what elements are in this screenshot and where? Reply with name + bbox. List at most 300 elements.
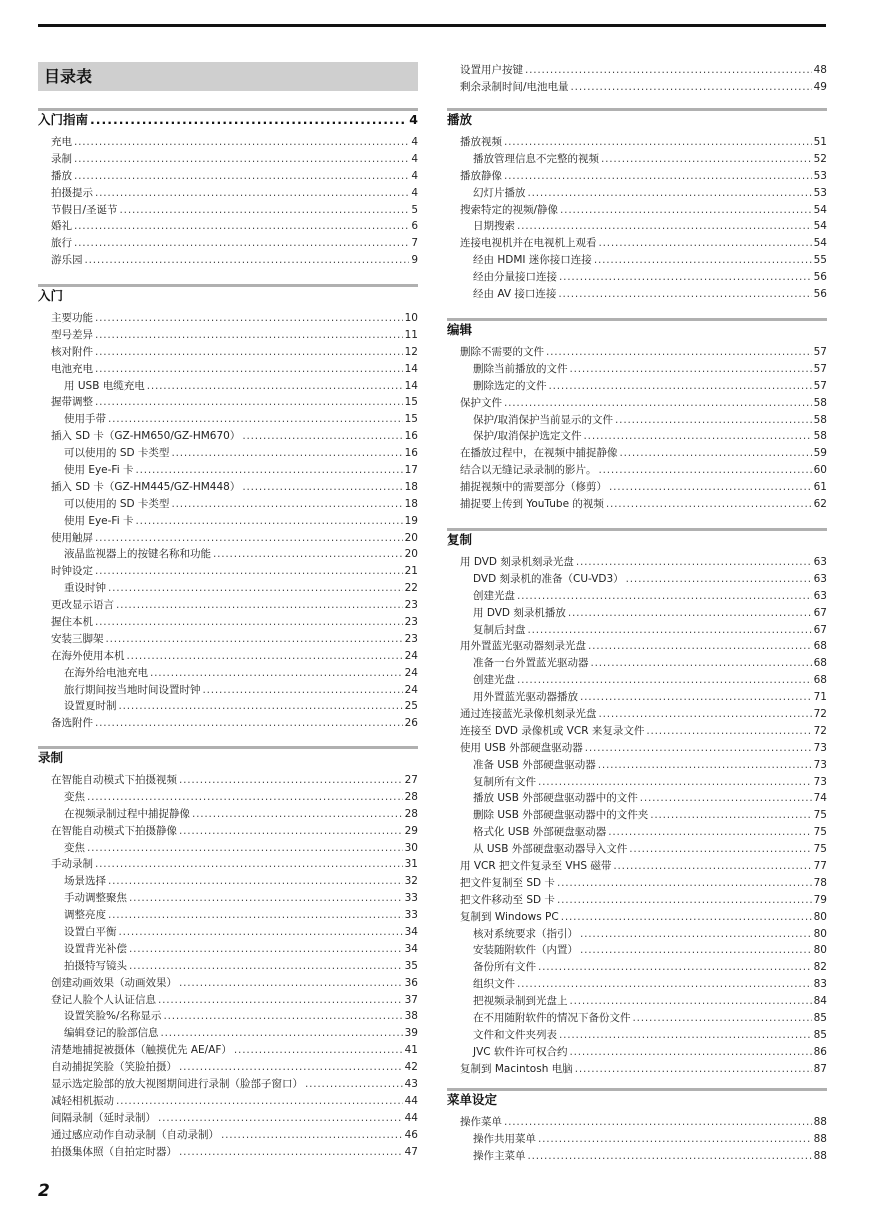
toc-entry-label: 游乐园 <box>51 254 83 267</box>
toc-entry[interactable] <box>447 218 827 235</box>
dot-leader <box>609 479 812 496</box>
dot-leader <box>559 269 812 286</box>
toc-entry[interactable] <box>447 202 827 219</box>
toc-entry-page: 11 <box>404 328 418 341</box>
toc-entry[interactable] <box>38 479 418 496</box>
toc-entry[interactable] <box>38 496 418 513</box>
toc-entry-page: 54 <box>813 220 827 233</box>
toc-entry-page: 19 <box>404 514 418 527</box>
toc-section <box>38 108 418 269</box>
toc-entry-page: 7 <box>411 237 418 250</box>
toc-entry[interactable] <box>447 689 827 706</box>
toc-entry[interactable] <box>38 806 418 823</box>
toc-entry-page: 53 <box>813 186 827 199</box>
section-heading[interactable] <box>447 108 827 129</box>
toc-entry-page: 68 <box>813 674 827 687</box>
toc-entry[interactable] <box>447 378 827 395</box>
toc-entry-page: 87 <box>813 1062 827 1075</box>
toc-entry[interactable] <box>38 1042 418 1059</box>
dot-leader <box>95 310 403 327</box>
toc-entry[interactable] <box>38 530 418 547</box>
toc-entry[interactable] <box>38 873 418 890</box>
toc-entry-label: 插入 SD 卡（GZ-HM650/GZ-HM670） <box>51 430 241 443</box>
toc-entry-label: 删除不需要的文件 <box>460 346 544 358</box>
dot-leader <box>150 665 403 682</box>
toc-entry[interactable] <box>38 597 418 614</box>
toc-entry[interactable] <box>38 840 418 857</box>
dot-leader <box>580 689 812 706</box>
toc-entry[interactable] <box>38 789 418 806</box>
toc-entry-label: 备选附件 <box>51 717 93 730</box>
toc-entry-label: 时钟设定 <box>51 565 93 578</box>
toc-entry-page: 21 <box>404 565 418 578</box>
dot-leader <box>571 79 812 96</box>
toc-entry[interactable] <box>447 1010 827 1027</box>
toc-entry-page: 58 <box>813 413 827 426</box>
toc-entry[interactable] <box>447 1061 827 1078</box>
toc-entry[interactable] <box>38 428 418 445</box>
toc-section <box>38 746 418 1160</box>
toc-entry[interactable] <box>447 1131 827 1148</box>
toc-entry[interactable] <box>447 445 827 462</box>
toc-entry-page: 15 <box>404 396 418 409</box>
toc-entry-label: 经由 HDMI 迷你接口连接 <box>473 254 592 267</box>
toc-entry[interactable] <box>447 79 827 96</box>
toc-entry-page: 72 <box>813 708 827 721</box>
toc-entry[interactable] <box>447 740 827 757</box>
toc-entry-page: 15 <box>404 413 418 426</box>
toc-entry-page: 24 <box>404 649 418 662</box>
toc-entry[interactable] <box>38 546 418 563</box>
dot-leader <box>108 411 403 428</box>
toc-entry[interactable] <box>38 134 418 151</box>
toc-entry[interactable] <box>447 1114 827 1131</box>
toc-entry[interactable] <box>447 706 827 723</box>
toc-entry[interactable] <box>38 1127 418 1144</box>
toc-entry-page: 79 <box>813 893 827 906</box>
toc-entry-label: 插入 SD 卡（GZ-HM445/GZ-HM448） <box>51 480 241 493</box>
toc-entry[interactable] <box>447 993 827 1010</box>
toc-entry-label: 录制 <box>51 152 72 165</box>
dot-leader <box>158 1110 403 1127</box>
toc-entry-page: 84 <box>813 995 827 1008</box>
dot-leader <box>570 361 812 378</box>
toc-entry-page: 25 <box>404 700 418 713</box>
toc-entry[interactable] <box>38 462 418 479</box>
toc-entry[interactable] <box>447 790 827 807</box>
dot-leader <box>580 926 812 943</box>
toc-entry-page: 82 <box>813 961 827 974</box>
toc-entry[interactable] <box>447 976 827 993</box>
dot-leader <box>179 772 403 789</box>
toc-entry-page: 56 <box>813 288 827 301</box>
toc-entry-page: 24 <box>404 683 418 696</box>
dot-leader <box>179 823 403 840</box>
dot-leader <box>85 252 410 269</box>
toc-entry[interactable] <box>447 151 827 168</box>
toc-entry-page: 17 <box>404 464 418 477</box>
dot-leader <box>560 202 812 219</box>
toc-entry-label: 操作菜单 <box>460 1116 502 1128</box>
toc-entry[interactable] <box>38 378 418 395</box>
dot-leader <box>580 942 812 959</box>
toc-entry-label: 准备一台外置蓝光驱动器 <box>473 657 589 670</box>
toc-entry-label: 使用 Eye-Fi 卡 <box>64 464 134 477</box>
toc-entry-page: 20 <box>404 548 418 561</box>
toc-entry[interactable] <box>38 1076 418 1093</box>
dot-leader <box>127 648 403 665</box>
dot-leader <box>108 873 403 890</box>
toc-entry-label: 通过连接蓝光录像机刻录光盘 <box>460 708 597 721</box>
toc-entry[interactable] <box>38 975 418 992</box>
toc-entry-page: 28 <box>404 807 418 820</box>
toc-entry-label: 复制后封盘 <box>473 623 526 636</box>
toc-entry[interactable] <box>447 622 827 639</box>
toc-entry[interactable] <box>447 824 827 841</box>
toc-entry[interactable] <box>447 959 827 976</box>
toc-entry[interactable] <box>38 411 418 428</box>
section-heading[interactable] <box>38 284 418 305</box>
dot-leader <box>646 723 811 740</box>
toc-entry-page: 56 <box>813 271 827 284</box>
toc-entry[interactable] <box>38 168 418 185</box>
toc-entry-page: 85 <box>813 1012 827 1025</box>
toc-entry[interactable] <box>38 1144 418 1161</box>
toc-entry-label: 核对系统要求（指引） <box>473 927 578 940</box>
dot-leader <box>569 1044 811 1061</box>
toc-entry[interactable] <box>447 588 827 605</box>
toc-entry-page: 73 <box>813 775 827 788</box>
toc-entry-label: 型号差异 <box>51 328 93 341</box>
toc-entry[interactable] <box>38 1008 418 1025</box>
toc-entry-label: 创建光盘 <box>473 589 515 602</box>
toc-entry-page: 86 <box>813 1045 827 1058</box>
dot-leader <box>179 1059 403 1076</box>
toc-entry-label: 使用 USB 外部硬盘驱动器 <box>460 741 583 754</box>
toc-entry-label: 节假日/圣诞节 <box>51 203 118 216</box>
toc-entry-label: 播放 USB 外部硬盘驱动器中的文件 <box>473 792 638 805</box>
dot-leader <box>179 1144 403 1161</box>
toc-entry[interactable] <box>447 926 827 943</box>
dot-leader <box>74 151 409 168</box>
toc-entry[interactable] <box>38 327 418 344</box>
toc-entry-label: 核对附件 <box>51 345 93 358</box>
toc-entry-label: 使用触屏 <box>51 531 93 544</box>
dot-leader <box>613 858 811 875</box>
toc-entry-page: 72 <box>813 724 827 737</box>
toc-entry-page: 31 <box>404 858 418 871</box>
toc-entry[interactable] <box>38 958 418 975</box>
toc-entry[interactable] <box>447 62 827 79</box>
toc-entry[interactable] <box>447 807 827 824</box>
dot-leader <box>129 941 403 958</box>
toc-entry[interactable] <box>38 563 418 580</box>
toc-entry-page: 43 <box>404 1078 418 1091</box>
dot-leader <box>192 806 403 823</box>
section-heading[interactable] <box>38 746 418 767</box>
dot-leader <box>164 1008 403 1025</box>
toc-entry[interactable] <box>38 890 418 907</box>
dot-leader <box>203 682 403 699</box>
toc-entry-page: 74 <box>813 792 827 805</box>
toc-entry-page: 4 <box>411 169 418 182</box>
toc-entry-label: 更改显示语言 <box>51 599 114 612</box>
toc-entry-page: 47 <box>404 1145 418 1158</box>
toc-entry[interactable] <box>38 202 418 219</box>
toc-entry[interactable] <box>447 723 827 740</box>
toc-entry[interactable] <box>38 1110 418 1127</box>
toc-entry-page: 68 <box>813 657 827 670</box>
dot-leader <box>528 185 812 202</box>
toc-entry-page: 57 <box>813 379 827 392</box>
toc-entry[interactable] <box>447 185 827 202</box>
toc-entry-page: 73 <box>813 741 827 754</box>
toc-entry-page: 63 <box>813 589 827 602</box>
toc-entry-label: 保护文件 <box>460 396 502 409</box>
toc-entry[interactable] <box>447 286 827 303</box>
toc-entry-label: 用 DVD 刻录机刻录光盘 <box>460 556 574 568</box>
toc-entry-label: 播放 <box>51 169 72 182</box>
toc-entry[interactable] <box>38 698 418 715</box>
toc-entry-label: 删除选定的文件 <box>473 379 547 392</box>
dot-leader <box>74 134 409 151</box>
toc-entry[interactable] <box>447 269 827 286</box>
toc-entry-page: 48 <box>813 64 827 76</box>
toc-entry-label: 复制到 Windows PC <box>460 910 559 923</box>
dot-leader <box>242 428 402 445</box>
toc-entry[interactable] <box>38 151 418 168</box>
toc-section <box>447 318 827 513</box>
toc-entry-page: 26 <box>404 717 418 730</box>
toc-entry-label: 剩余录制时间/电池电量 <box>460 80 569 93</box>
dot-leader <box>538 774 812 791</box>
page-number: 2 <box>38 1181 50 1201</box>
toc-entry-page: 88 <box>813 1149 827 1162</box>
toc-entry[interactable] <box>447 757 827 774</box>
toc-entry[interactable] <box>38 648 418 665</box>
toc-entry-label: 把文件复制至 SD 卡 <box>460 876 555 889</box>
toc-entry-page: 60 <box>813 464 827 477</box>
toc-entry[interactable] <box>38 715 418 732</box>
toc-entry-page: 33 <box>404 909 418 922</box>
toc-entry[interactable] <box>38 941 418 958</box>
toc-entry[interactable] <box>447 638 827 655</box>
toc-entry[interactable] <box>447 909 827 926</box>
dot-leader <box>158 992 403 1009</box>
toc-entry-label: 把视频录制到光盘上 <box>473 995 568 1008</box>
toc-entry[interactable] <box>447 252 827 269</box>
toc-entry-label: 经由 AV 接口连接 <box>473 288 557 301</box>
toc-entry[interactable] <box>447 479 827 496</box>
toc-entry[interactable] <box>447 361 827 378</box>
toc-entry[interactable] <box>38 992 418 1009</box>
toc-entry[interactable] <box>447 875 827 892</box>
section-heading[interactable] <box>447 528 827 549</box>
toc-entry[interactable] <box>447 942 827 959</box>
toc-entry-page: 78 <box>813 876 827 889</box>
dot-leader <box>557 892 812 909</box>
toc-entry-page: 33 <box>404 892 418 905</box>
toc-entry[interactable] <box>38 682 418 699</box>
toc-entry[interactable] <box>447 344 827 361</box>
dot-leader <box>606 496 812 513</box>
toc-entry[interactable] <box>38 924 418 941</box>
toc-entry-label: 设置白平衡 <box>64 926 117 939</box>
dot-leader <box>74 218 409 235</box>
toc-entry[interactable] <box>447 841 827 858</box>
toc-entry[interactable] <box>447 412 827 429</box>
toc-entry[interactable] <box>38 235 418 252</box>
dot-leader <box>95 361 403 378</box>
toc-entry[interactable] <box>38 252 418 269</box>
toc-entry[interactable] <box>38 907 418 924</box>
toc-entry-label: 在智能自动模式下拍摄静像 <box>51 824 177 837</box>
toc-entry[interactable] <box>38 772 418 789</box>
toc-entry-label: 搜索特定的视频/静像 <box>460 203 559 216</box>
toc-entry[interactable] <box>38 631 418 648</box>
section-heading[interactable] <box>38 108 418 129</box>
dot-leader <box>517 976 812 993</box>
toc-entry[interactable] <box>447 235 827 252</box>
toc-entry-page: 4 <box>411 136 418 148</box>
dot-leader <box>601 151 812 168</box>
toc-entry-label: 幻灯片播放 <box>473 186 526 199</box>
dot-leader <box>95 530 403 547</box>
toc-entry[interactable] <box>447 168 827 185</box>
toc-entry-label: 用 VCR 把文件复录至 VHS 磁带 <box>460 860 612 873</box>
toc-entry[interactable] <box>447 1044 827 1061</box>
toc-entry-label: 减轻相机振动 <box>51 1094 114 1107</box>
toc-entry-label: 安装随附软件（内置） <box>473 944 578 957</box>
toc-entry-page: 68 <box>813 640 827 653</box>
toc-entry[interactable] <box>447 462 827 479</box>
toc-entry-page: 49 <box>813 80 827 93</box>
toc-entry-label: 旅行期间按当地时间设置时钟 <box>64 683 201 696</box>
dot-leader <box>559 1027 812 1044</box>
dot-leader <box>116 597 403 614</box>
toc-entry[interactable] <box>447 1027 827 1044</box>
section-heading-page: 4 <box>409 112 418 127</box>
toc-entry-label: 婚礼 <box>51 220 72 233</box>
toc-entry-label: 用外置蓝光驱动器刻录光盘 <box>460 640 586 653</box>
toc-entry-page: 30 <box>404 841 418 854</box>
toc-entry[interactable] <box>447 496 827 513</box>
toc-entry[interactable] <box>38 614 418 631</box>
dot-leader <box>528 1148 812 1165</box>
toc-entry[interactable] <box>38 856 418 873</box>
toc-entry[interactable] <box>447 395 827 412</box>
toc-entry-page: 73 <box>813 758 827 771</box>
toc-entry[interactable] <box>38 1093 418 1110</box>
toc-entry[interactable] <box>447 858 827 875</box>
toc-entry[interactable] <box>38 823 418 840</box>
dot-leader <box>95 394 403 411</box>
toc-entry-label: 操作共用菜单 <box>473 1132 536 1145</box>
toc-entry-page: 46 <box>404 1128 418 1141</box>
toc-entry-page: 10 <box>404 312 418 324</box>
toc-entry-label: DVD 刻录机的准备（CU-VD3） <box>473 572 624 585</box>
dot-leader <box>584 428 812 445</box>
toc-entry-page: 80 <box>813 910 827 923</box>
toc-entry-page: 59 <box>813 447 827 460</box>
toc-entry-label: 连接至 DVD 录像机或 VCR 来复录文件 <box>460 724 645 737</box>
toc-entry-page: 9 <box>411 254 418 267</box>
toc-entry-label: 删除当前播放的文件 <box>473 362 568 375</box>
toc-entry-page: 75 <box>813 843 827 856</box>
toc-entry[interactable] <box>38 310 418 327</box>
toc-entry-label: 通过感应动作自动录制（自动录制） <box>51 1128 219 1141</box>
dot-leader <box>95 563 403 580</box>
toc-entry-page: 41 <box>404 1044 418 1057</box>
toc-entry-page: 55 <box>813 254 827 267</box>
toc-entry-page: 63 <box>813 572 827 585</box>
toc-entry[interactable] <box>38 1025 418 1042</box>
toc-entry[interactable] <box>447 892 827 909</box>
toc-entry-page: 83 <box>813 978 827 991</box>
toc-entry[interactable] <box>447 672 827 689</box>
toc-entry[interactable] <box>38 513 418 530</box>
toc-entry-label: 握带调整 <box>51 396 93 409</box>
toc-entry[interactable] <box>38 218 418 235</box>
toc-entry-page: 36 <box>404 976 418 989</box>
toc-entry[interactable] <box>447 554 827 571</box>
toc-entry[interactable] <box>38 185 418 202</box>
toc-entry-label: 设置笑脸%/名称显示 <box>64 1010 162 1023</box>
toc-entry-label: 使用 Eye-Fi 卡 <box>64 514 134 527</box>
dot-leader <box>95 185 409 202</box>
toc-entry-label: 场景选择 <box>64 875 106 888</box>
toc-entry-label: 在播放过程中，在视频中捕捉静像 <box>460 447 618 460</box>
toc-entry-label: 连接电视机并在电视机上观看 <box>460 237 597 250</box>
toc-entry[interactable] <box>38 1059 418 1076</box>
toc-entry[interactable] <box>447 571 827 588</box>
toc-entry[interactable] <box>38 580 418 597</box>
toc-entry[interactable] <box>447 605 827 622</box>
toc-entry[interactable] <box>447 655 827 672</box>
dot-leader <box>585 740 812 757</box>
toc-entry[interactable] <box>38 445 418 462</box>
dot-leader <box>234 1042 403 1059</box>
toc-entry-page: 5 <box>411 203 418 216</box>
toc-entry-page: 58 <box>813 430 827 443</box>
toc-entry[interactable] <box>38 394 418 411</box>
toc-entry[interactable] <box>447 134 827 151</box>
toc-entry-page: 12 <box>404 345 418 358</box>
toc-continued-entries <box>447 62 827 96</box>
toc-entry-page: 67 <box>813 623 827 636</box>
dot-leader <box>95 614 403 631</box>
section-heading[interactable] <box>447 318 827 339</box>
dot-leader <box>570 993 812 1010</box>
section-heading[interactable] <box>447 1088 827 1109</box>
toc-entry-page: 34 <box>404 926 418 939</box>
dot-leader <box>161 1025 403 1042</box>
toc-entry[interactable] <box>38 361 418 378</box>
toc-entry[interactable] <box>447 774 827 791</box>
dot-leader <box>620 445 812 462</box>
toc-entry-label: 保护/取消保护选定文件 <box>473 430 582 443</box>
dot-leader <box>108 580 403 597</box>
toc-entry-page: 23 <box>404 632 418 645</box>
toc-entry-label: 把文件移动至 SD 卡 <box>460 893 555 906</box>
toc-entry-page: 16 <box>404 430 418 443</box>
toc-entry[interactable] <box>38 344 418 361</box>
toc-entry-label: 拍摄提示 <box>51 186 93 199</box>
toc-entry[interactable] <box>447 1148 827 1165</box>
toc-entry[interactable] <box>447 428 827 445</box>
toc-entry[interactable] <box>38 665 418 682</box>
section-heading-label: 入门 <box>38 288 64 303</box>
